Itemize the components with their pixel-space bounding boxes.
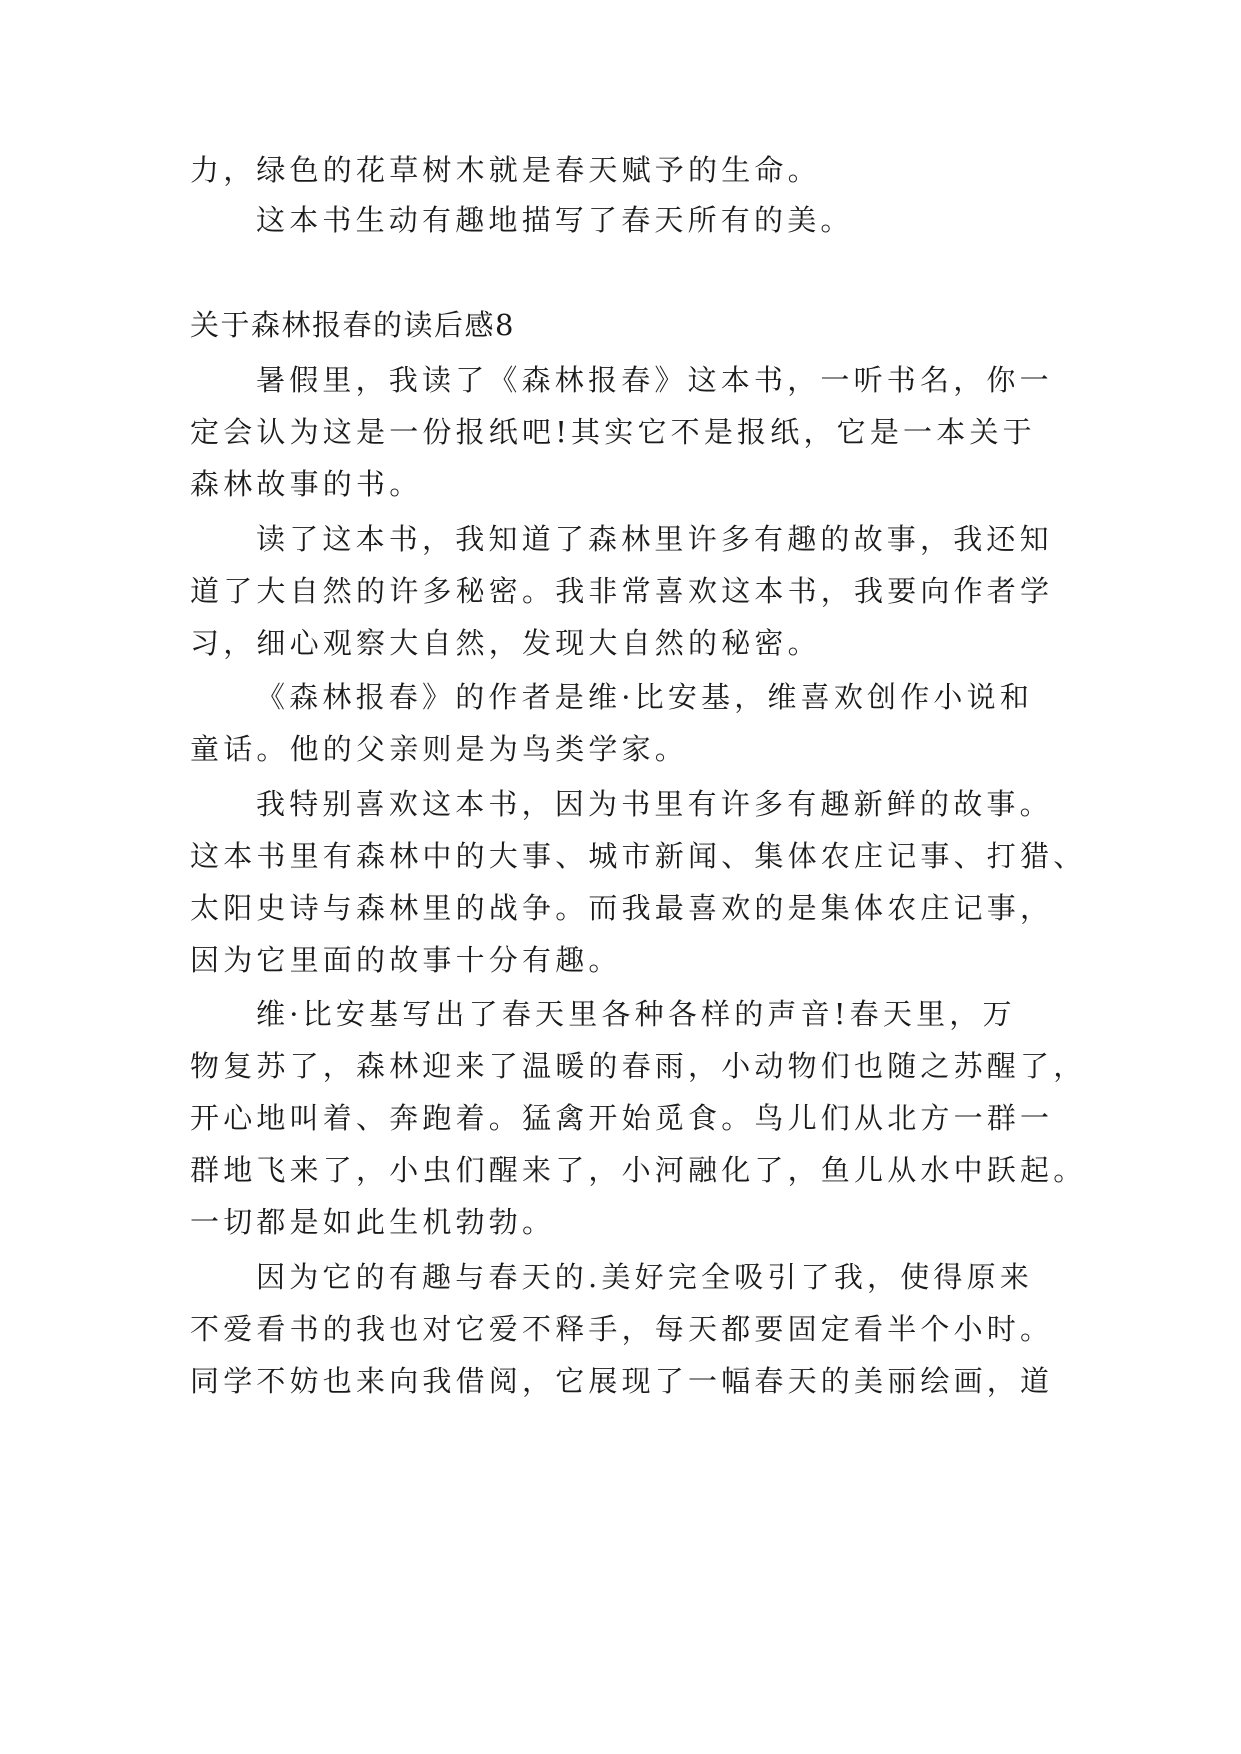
text-line: 因为它的有趣与春天的.美好完全吸引了我，使得原来 <box>256 1260 1034 1294</box>
text-line: 习，细心观察大自然，发现大自然的秘密。 <box>190 626 821 660</box>
text-line: 读了这本书，我知道了森林里许多有趣的故事，我还知 <box>256 522 1053 556</box>
text-line: 太阳史诗与森林里的战争。而我最喜欢的是集体农庄记事， <box>190 891 1054 925</box>
text-line: 《森林报春》的作者是维·比安基，维喜欢创作小说和 <box>256 680 1034 714</box>
text-line: 童话。他的父亲则是为鸟类学家。 <box>190 732 689 766</box>
text-line: 不爱看书的我也对它爱不释手，每天都要固定看半个小时。 <box>190 1312 1054 1346</box>
text-line: 这本书生动有趣地描写了春天所有的美。 <box>256 203 854 237</box>
text-line: 维·比安基写出了春天里各种各样的声音!春天里，万 <box>256 997 1016 1031</box>
text-line: 森林故事的书。 <box>190 467 423 501</box>
text-line: 这本书里有森林中的大事、城市新闻、集体农庄记事、打猎、 <box>190 839 1087 873</box>
text-line: 物复苏了，森林迎来了温暖的春雨，小动物们也随之苏醒了， <box>190 1049 1087 1083</box>
text-line: 群地飞来了，小虫们醒来了，小河融化了，鱼儿从水中跃起。 <box>190 1153 1087 1187</box>
text-line: 开心地叫着、奔跑着。猛禽开始觅食。鸟儿们从北方一群一 <box>190 1101 1054 1135</box>
text-line: 我特别喜欢这本书，因为书里有许多有趣新鲜的故事。 <box>256 787 1053 821</box>
text-line: 因为它里面的故事十分有趣。 <box>190 943 622 977</box>
text-line: 定会认为这是一份报纸吧!其实它不是报纸，它是一本关于 <box>190 415 1036 449</box>
text-line: 暑假里，我读了《森林报春》这本书，一听书名，你一 <box>256 363 1053 397</box>
text-line: 道了大自然的许多秘密。我非常喜欢这本书，我要向作者学 <box>190 574 1054 608</box>
text-line: 同学不妨也来向我借阅，它展现了一幅春天的美丽绘画，道 <box>190 1364 1054 1398</box>
text-line: 一切都是如此生机勃勃。 <box>190 1205 556 1239</box>
text-line: 力，绿色的花草树木就是春天赋予的生命。 <box>190 153 821 187</box>
section-heading: 关于森林报春的读后感8 <box>190 308 515 342</box>
